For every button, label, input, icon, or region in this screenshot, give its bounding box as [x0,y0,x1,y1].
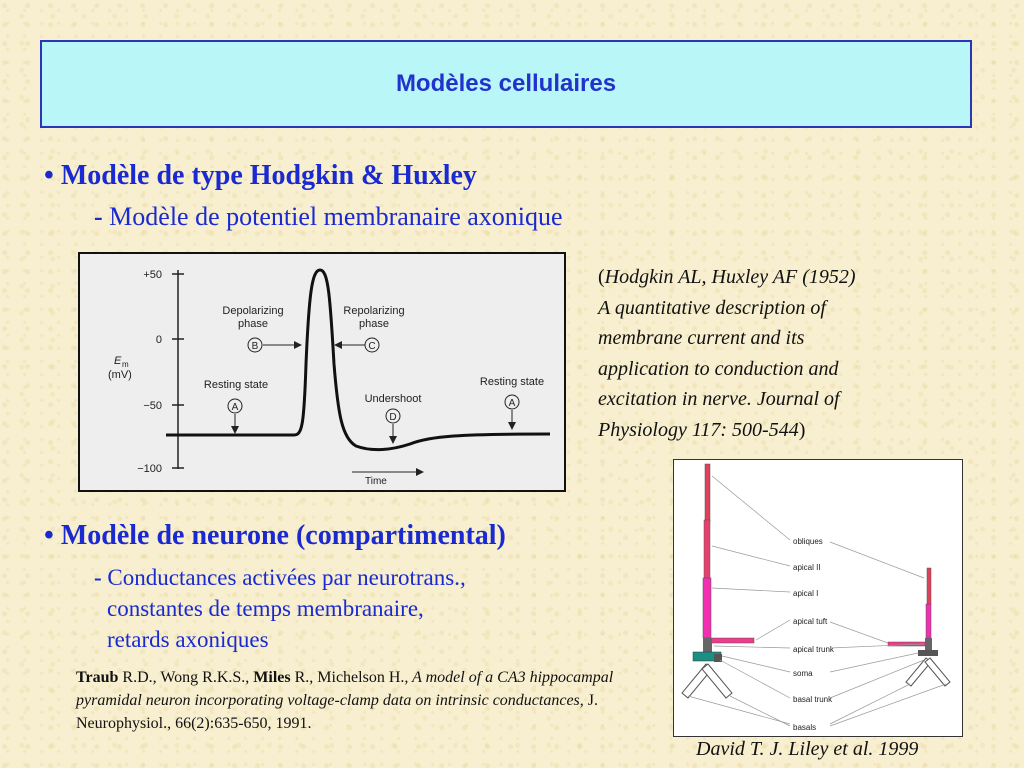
label-soma: soma [793,669,813,678]
undershoot-arrowhead-icon [389,436,397,444]
right-apical-i-compartment [926,604,931,638]
resting-right-arrowhead-icon [508,422,516,430]
citation-line-6 [598,415,958,446]
section1-heading-text: Modèle de type Hodgkin & Huxley [60,160,477,191]
ref-title: A model of a CA3 hippocampal pyramidal neuron incorporating voltage-clamp data on intrinsic conductances [76,669,614,709]
time-label: Time [365,476,387,487]
citation-line-3: membrane current and its [598,327,805,349]
citation-line-4: application to conduction and [598,357,839,380]
depolarizing-label-1: Depolarizing [222,305,284,317]
section2-line-2: constantes de temps membranaire, [107,596,424,621]
resting-left-label: Resting state [203,379,269,391]
repolarizing-label-2: phase [359,318,389,330]
ref-author-miles: Miles [253,669,291,686]
label-apical-i: apical I [793,589,819,598]
action-potential-curve [166,270,550,450]
depolarizing-arrowhead-icon [294,341,302,349]
tick-label-minus100: −100 [137,463,162,475]
right-apical-trunk-compartment [925,638,932,650]
left-apical-i-compartment [703,578,711,638]
section2-line-1-text: Conductances activées par neurotrans., [107,565,466,590]
section1-subitem [94,202,563,232]
citation-line-6-text: Physiology 117: 500-544 [598,418,799,441]
section1-sub-text: Modèle de potentiel membranaire axonique [109,202,563,231]
title-box [40,40,972,128]
resting-right-label: Resting state [479,376,545,388]
left-obliques-compartment [705,464,710,522]
ref-part1: R.D., Wong R.K.S., [118,669,254,686]
right-basal-right [925,658,950,686]
repolarizing-marker: C [368,341,376,352]
hodgkin-huxley-citation [598,262,958,445]
tick-label-0: 0 [155,334,162,346]
left-apical-tuft-compartment [710,638,754,643]
neuron-figure-caption: David T. J. Liley et al. 1999 [696,738,919,760]
citation-open-paren: ( [598,266,605,288]
repolarizing-arrowhead-icon [334,341,342,349]
citation-line-5: excitation in nerve. Journal of [598,388,840,410]
left-apical-ii-compartment [704,520,710,578]
section2-line-3: retards axoniques [107,627,269,652]
undershoot-marker: D [389,412,397,423]
label-basal-trunk: basal trunk [793,695,833,704]
section1-bullet: • [44,160,54,191]
label-apical-ii: apical II [793,563,821,572]
section1-heading [44,160,477,192]
page-title: Modèles cellulaires [395,70,617,97]
compartmental-neuron-figure [673,459,963,737]
right-soma-compartment [918,650,938,656]
citation-line-2: A quantitative description of [598,296,826,319]
repolarizing-label-1: Repolarizing [343,305,405,317]
action-potential-figure [78,252,566,492]
citation-line-1-text: Hodgkin AL, Huxley AF (1952) [604,266,856,288]
y-axis-label-e: E [114,355,122,367]
ref-comma: , [404,669,413,686]
left-apical-trunk-compartment [703,638,712,652]
undershoot-label: Undershoot [364,393,422,405]
tick-label-plus50: +50 [143,269,162,281]
time-arrowhead-icon [416,468,424,476]
section2-line-1 [94,562,466,593]
y-axis-label-sub: m [122,360,129,369]
depolarizing-marker: B [251,341,259,352]
label-basals: basals [793,723,817,732]
section2-subitems [94,562,466,655]
depolarizing-label-2: phase [238,318,268,330]
action-potential-svg [80,254,564,490]
resting-left-arrowhead-icon [231,426,239,434]
resting-left-marker: A [231,402,239,413]
neuron-svg [674,460,962,736]
y-axis-label-unit: (mV) [108,369,132,381]
ref-author-traub: Traub [76,669,119,686]
section1-sub-dash: - [94,202,103,231]
label-apical-trunk: apical trunk [793,645,834,654]
citation-close-paren: ) [798,418,806,441]
tick-label-minus50: −50 [143,400,162,412]
left-basal-right [702,664,732,698]
citation-line-1 [598,262,958,293]
section2-heading [44,520,506,552]
ref-part2: R., Michelson H. [290,669,405,686]
traub-reference [76,666,656,735]
right-obliques-compartment [927,568,931,604]
label-apical-tuft: apical tuft [793,617,828,626]
ref-rest: , J. Neurophysiol., 66(2):635-650, 1991. [76,692,599,732]
section2-heading-text: Modèle de neurone (compartimental) [60,520,506,551]
resting-right-marker: A [508,398,516,409]
section2-sub-dash: - [94,565,102,590]
label-obliques: obliques [793,537,823,546]
section2-bullet: • [44,520,54,551]
